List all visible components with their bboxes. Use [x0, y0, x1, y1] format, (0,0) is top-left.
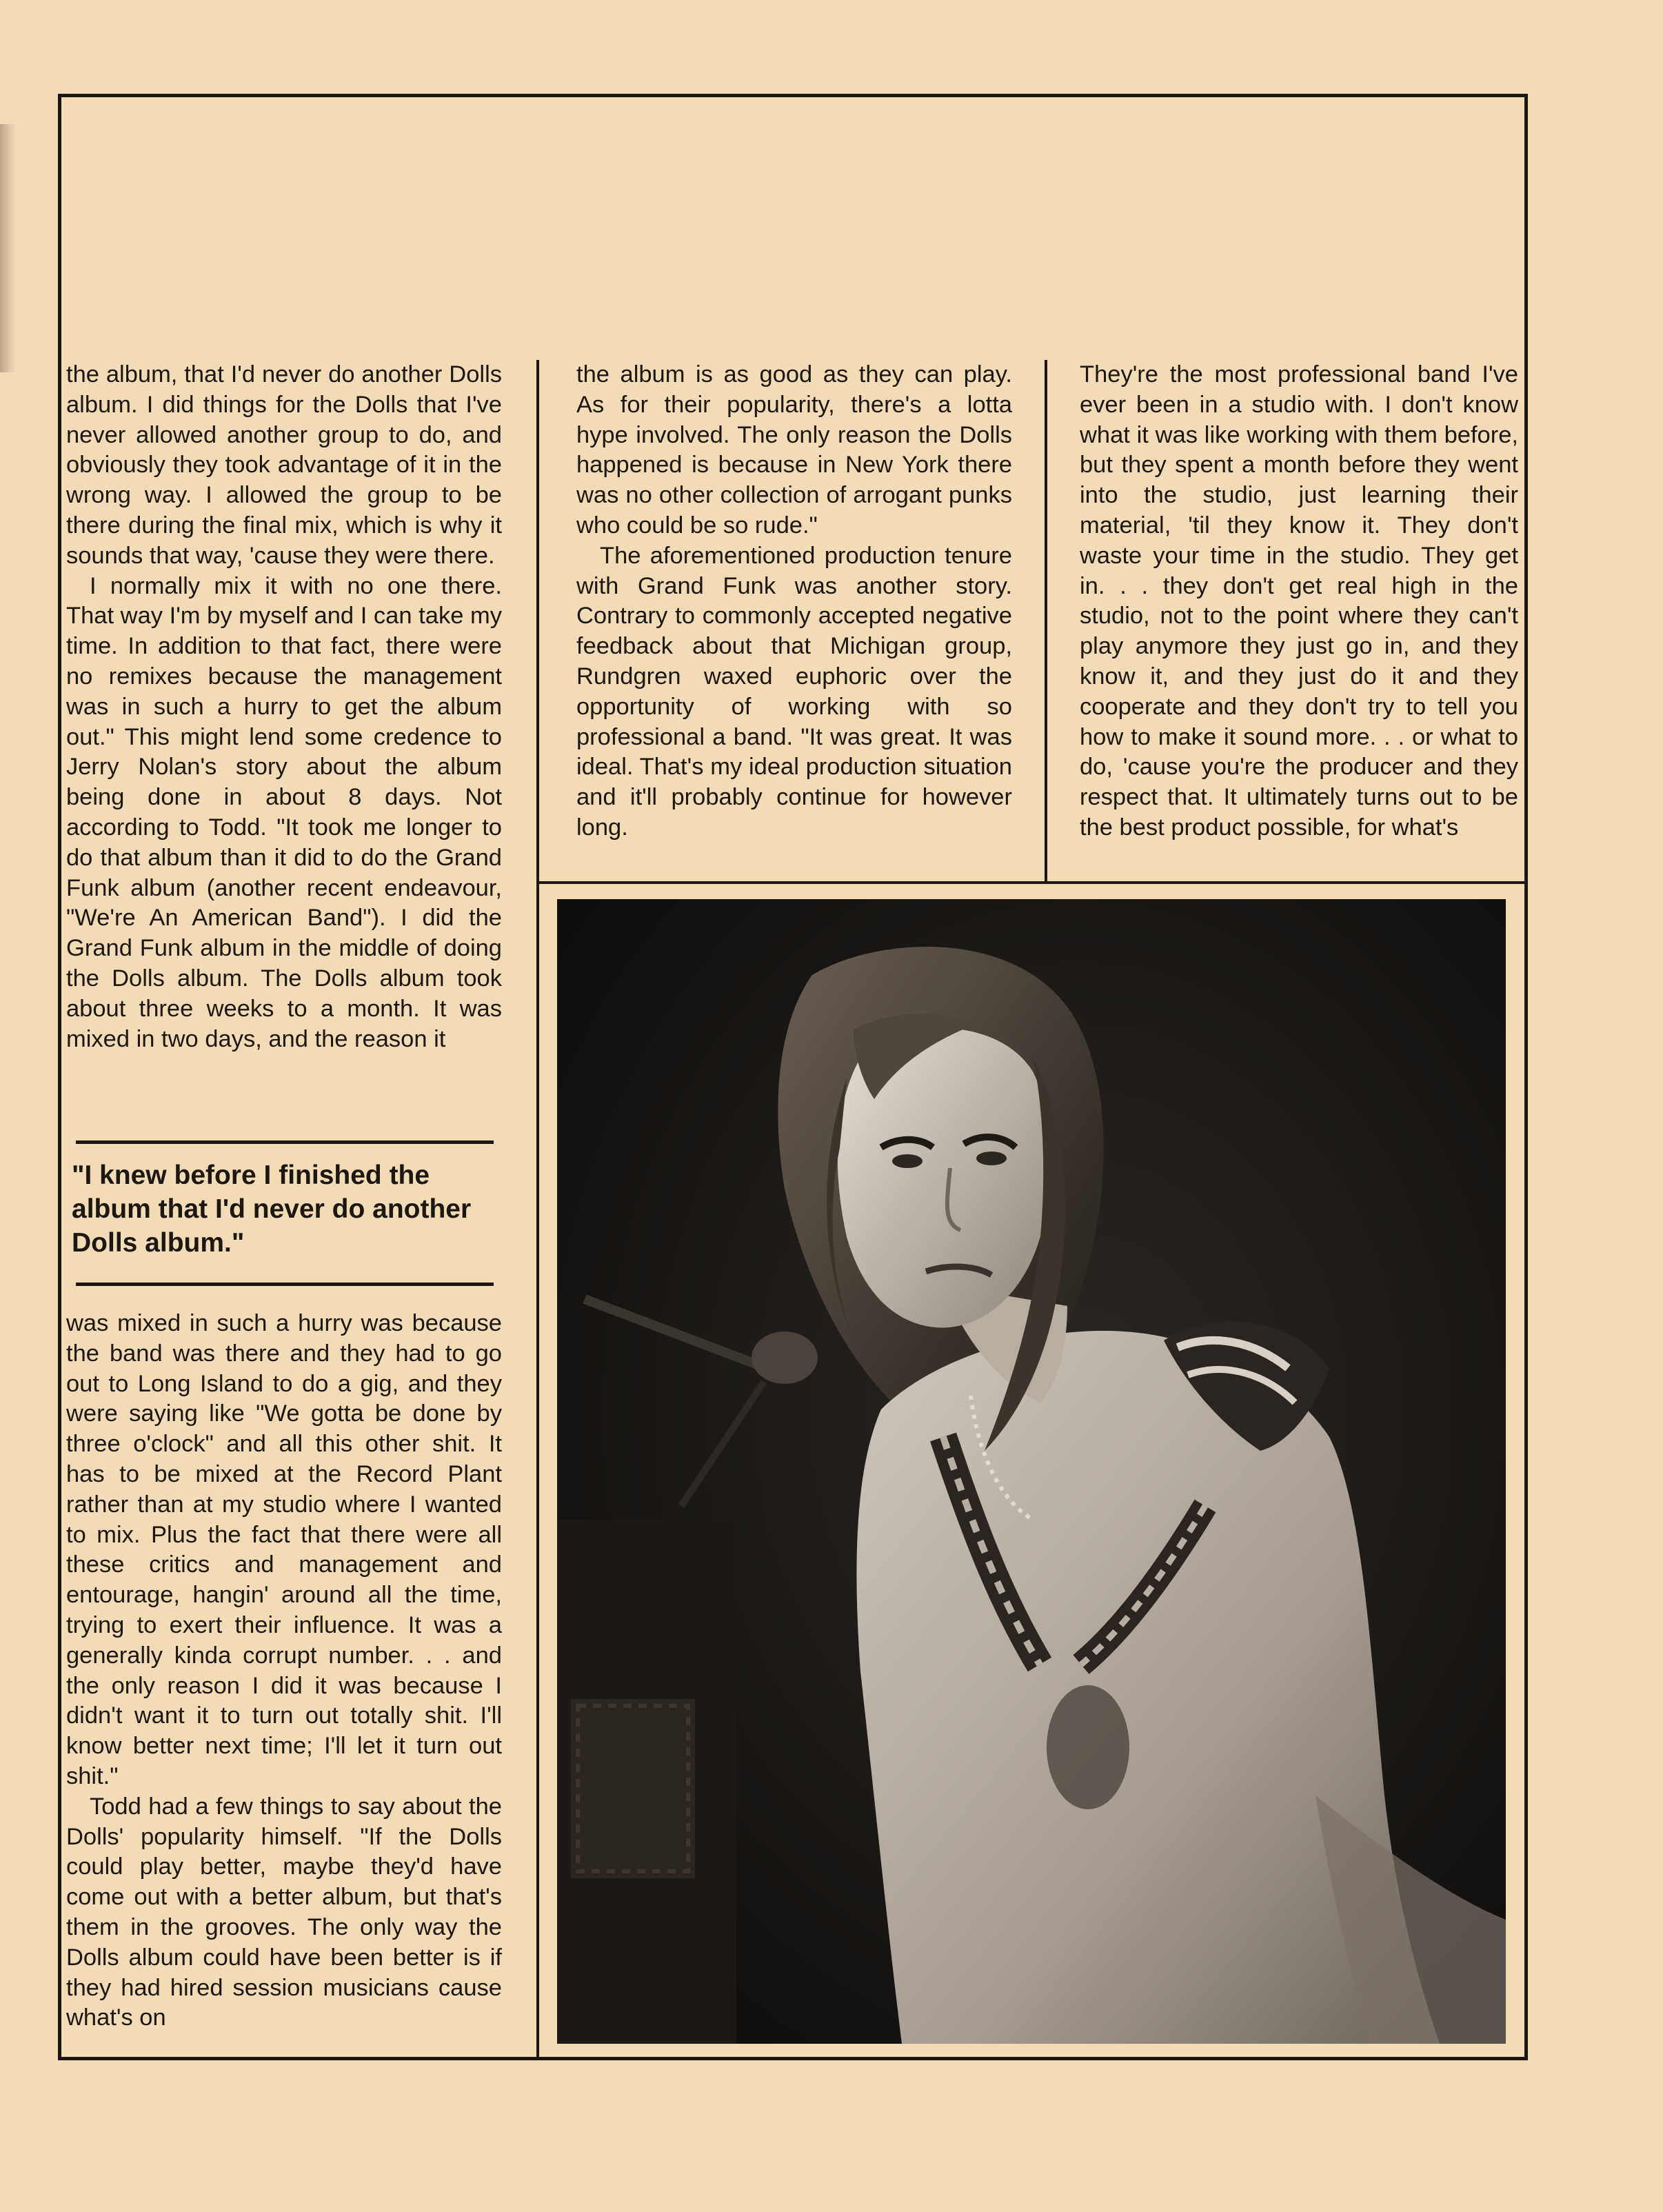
- paragraph: Todd had a few things to say about the Dolls' popularity himself. "If the Dolls could play better, maybe they'd have come out with a better album, but that's them in the grooves. The only way the Dolls album could have been better is if they had hired session musicians cause what's on: [66, 1793, 502, 2031]
- paragraph: the album, that I'd never do another Dolls album. I did things for the Dolls that I've never allowed another group to do, and obviously they took advantage of it in the wrong way. I allowed the group to be there during the final mix, which is why it sounds that way, 'cause they were there.: [66, 361, 502, 569]
- performer-photo-illustration: [557, 899, 1506, 2044]
- column-2: [576, 360, 1012, 877]
- pull-quote-rule-bottom: [76, 1283, 494, 1286]
- paragraph: They're the most professional band I've ever been in a studio with. I don't know what it was like working with them before, but they spent a month before they went into the studio, just learning their material, 'til they know it. They don't waste your time in the studio. They get in. . . they don't get real high in the studio, not to the point where they can't play anymore they just go in, and they know it, and they just do it and they cooperate and they don't try to tell you how to make it sound more. . . or what to do, 'cause you're the producer and they respect that. It ultimately turns out to be the best product possible, for what's: [1080, 361, 1518, 841]
- page-edge-stain: [0, 124, 15, 372]
- column-1-top: [66, 360, 502, 1080]
- pull-quote: "I knew before I finished the album that I'd never do another Dolls album.": [72, 1160, 472, 1258]
- column-1-bottom: [66, 1309, 502, 2060]
- paragraph: the album is as good as they can play. As for their popularity, there's a lotta hype involved. The only reason the Dolls happened is because in New York there was no other collection of arrogant punks who could be so rude.": [576, 361, 1012, 539]
- paragraph: was mixed in such a hurry was because the band was there and they had to go out to Long Island to do a gig, and they were saying like "We gotta be done by three o'clock" and all this other shit. It has to be mixed at the Record Plant rather than at my studio where I wanted to mix. Plus the fact that there were all these critics and management and entourage, hangin' around all the time, trying to exert their influence. It was a generally kinda corrupt number. . . and the only reason I did it was because I didn't want it to turn out totally shit. I'll know better next time; I'll let it turn out shit.": [66, 1310, 502, 1789]
- column-3: [1080, 360, 1518, 877]
- paragraph: The aforementioned production tenure with Grand Funk was another story. Contrary to commonly accepted negative feedback about that Michigan group, Rundgren waxed euphoric over the opportunity of working with so professional a band. "It was great. It was ideal. That's my ideal production situation and it'll probably continue for however long.: [576, 542, 1012, 841]
- column-divider: [536, 360, 539, 2059]
- photo-top-rule: [538, 881, 1528, 884]
- column-divider: [1045, 360, 1047, 883]
- paragraph: I normally mix it with no one there. That way I'm by myself and I can take my time. In addition to that fact, there were no remixes because the management was in such a hurry to get the album out." This might lend some credence to Jerry Nolan's story about the album being done in about 8 days. Not according to Todd. "It took me longer to do that album than it did to do the Grand Funk album (another recent endeavour, "We're An American Band"). I did the Grand Funk album in the middle of doing the Dolls album. The Dolls album took about three weeks to a month. It was mixed in two days, and the reason it: [66, 572, 502, 1052]
- pull-quote-rule-top: [76, 1140, 494, 1144]
- performer-photo: [557, 899, 1506, 2044]
